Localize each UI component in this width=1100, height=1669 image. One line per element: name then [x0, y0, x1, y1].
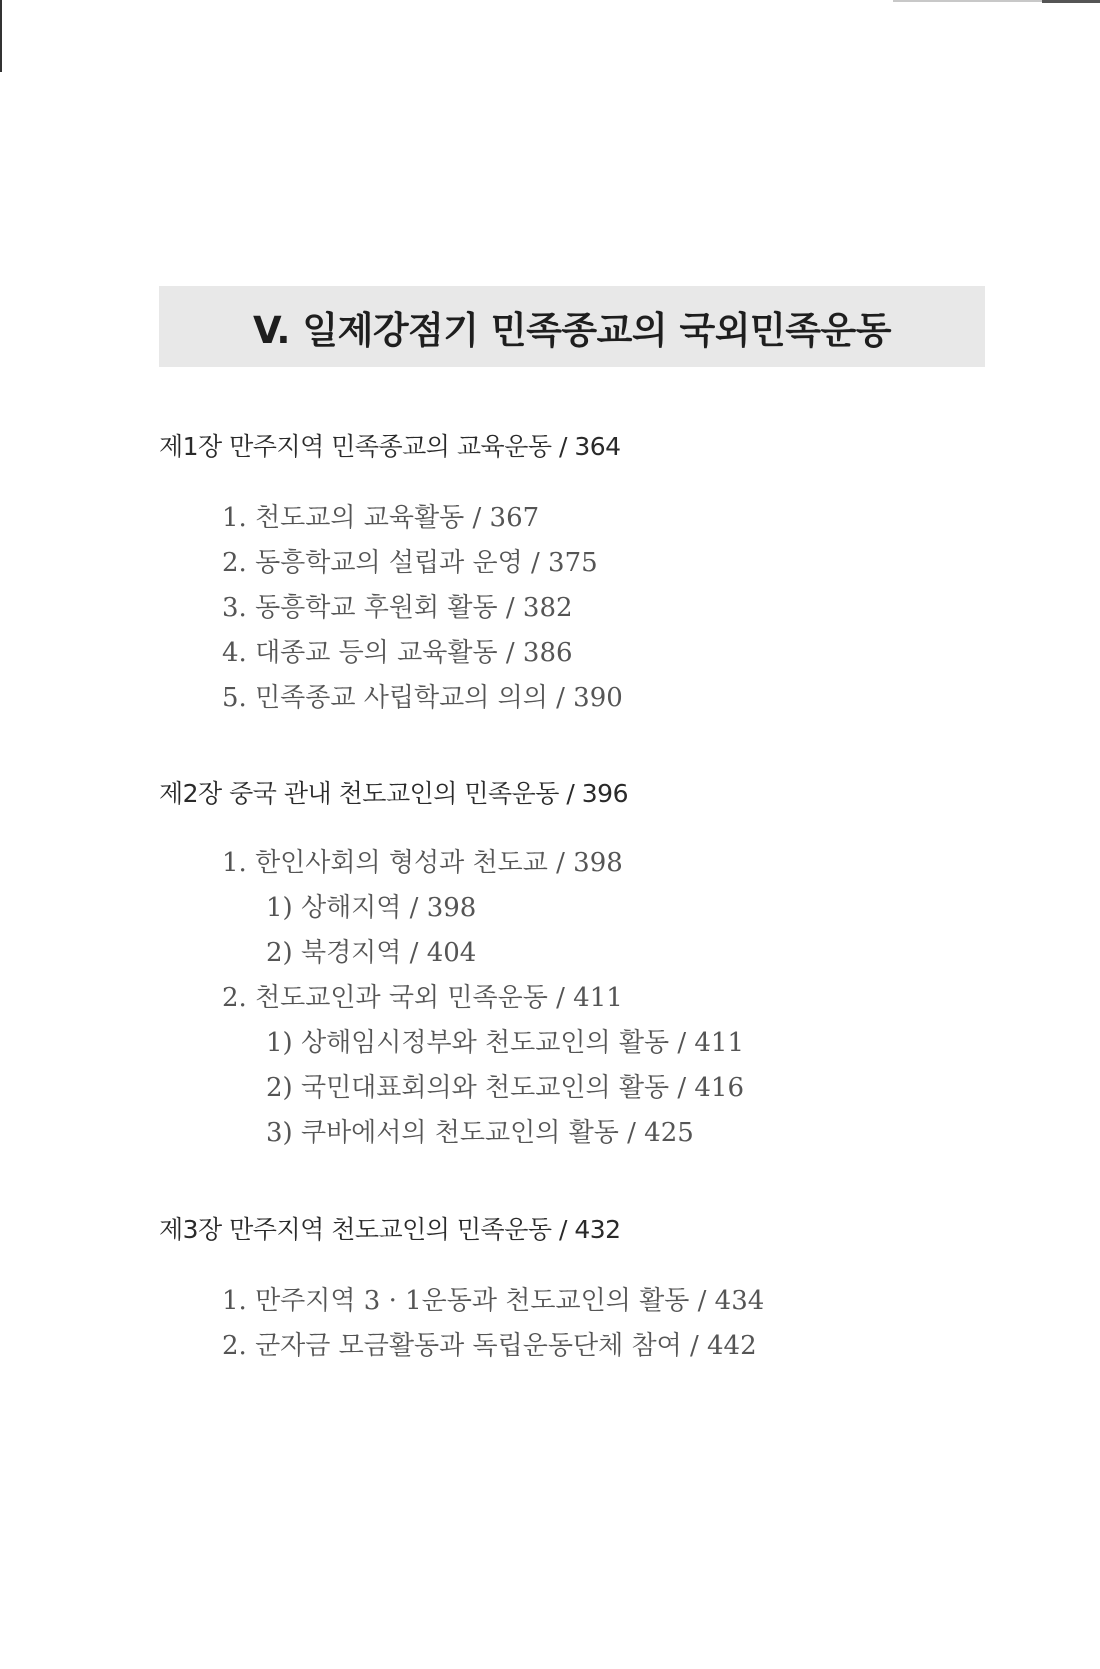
toc-item[interactable]: 1. 만주지역 3 · 1운동과 천도교인의 활동 / 434	[222, 1286, 765, 1316]
toc-subitem[interactable]: 2) 국민대표회의와 천도교인의 활동 / 416	[266, 1073, 745, 1103]
part-banner	[159, 286, 985, 367]
page-edge-left	[0, 0, 2, 72]
toc-item[interactable]: 2. 군자금 모금활동과 독립운동단체 참여 / 442	[222, 1331, 757, 1361]
toc-item[interactable]: 5. 민족종교 사립학교의 의의 / 390	[222, 683, 623, 713]
chapter-2-title[interactable]: 제2장 중국 관내 천도교인의 민족운동 / 396	[159, 779, 628, 808]
toc-item[interactable]: 1. 한인사회의 형성과 천도교 / 398	[222, 848, 623, 878]
toc-item[interactable]: 1. 천도교의 교육활동 / 367	[222, 503, 540, 533]
toc-subitem[interactable]: 1) 상해임시정부와 천도교인의 활동 / 411	[266, 1028, 745, 1058]
chapter-3-title[interactable]: 제3장 만주지역 천도교인의 민족운동 / 432	[159, 1215, 621, 1244]
chapter-1-title[interactable]: 제1장 만주지역 민족종교의 교육운동 / 364	[159, 432, 621, 461]
toc-subitem[interactable]: 2) 북경지역 / 404	[266, 938, 477, 968]
toc-subitem[interactable]: 1) 상해지역 / 398	[266, 893, 477, 923]
toc-item[interactable]: 2. 천도교인과 국외 민족운동 / 411	[222, 983, 623, 1013]
toc-item[interactable]: 2. 동흥학교의 설립과 운영 / 375	[222, 548, 598, 578]
toc-subitem[interactable]: 3) 쿠바에서의 천도교인의 활동 / 425	[266, 1118, 694, 1148]
part-title: V. 일제강점기 민족종교의 국외민족운동	[253, 308, 891, 352]
toc-item[interactable]: 3. 동흥학교 후원회 활동 / 382	[222, 593, 573, 623]
page-edge-mark	[1042, 0, 1100, 3]
toc-item[interactable]: 4. 대종교 등의 교육활동 / 386	[222, 638, 573, 668]
